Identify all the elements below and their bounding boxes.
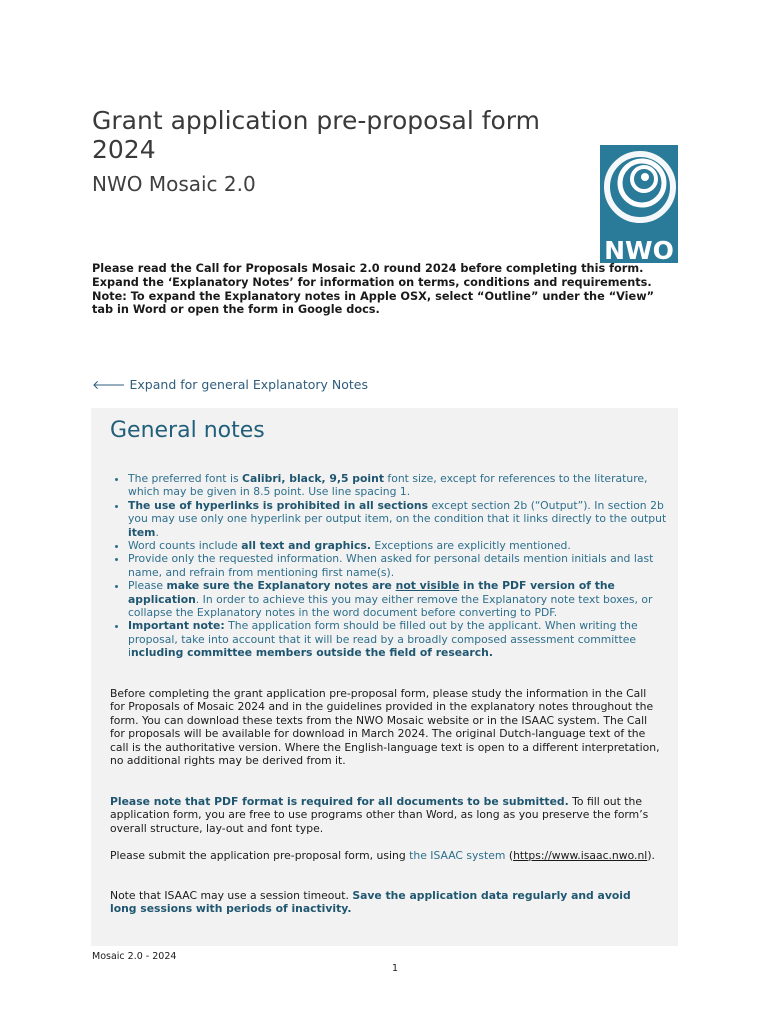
bullet-emphasis: The use of hyperlinks is prohibited in all sections bbox=[128, 498, 429, 512]
page-subtitle: NWO Mosaic 2.0 bbox=[92, 172, 256, 196]
bullet-important-note bbox=[128, 619, 678, 659]
isaac-system-link[interactable]: the ISAAC system bbox=[409, 849, 506, 862]
bullet-emphasis: in the PDF version of the application bbox=[128, 579, 615, 606]
bullet-word-counts bbox=[128, 539, 678, 552]
intro-instructions bbox=[92, 262, 672, 317]
footer-document-label: Mosaic 2.0 - 2024 bbox=[92, 951, 177, 962]
bullet-text: except section 2b (“Output”). In section 2b you may use only one hyperlink per output item, on the condition that it links directly to the output bbox=[128, 498, 667, 526]
bullet-text: Provide only the requested information. When asked for personal details mention initials and last name, and refrain from mentioning first name(s). bbox=[128, 552, 654, 579]
bullet-font bbox=[128, 472, 678, 499]
bullet-emphasis: Important note: bbox=[128, 619, 225, 633]
paragraph-text: To fill out the application form, you are free to use programs other than Word, as long as you preserve the form’s overall structure, lay-out and font type. bbox=[110, 795, 649, 835]
bullet-emphasis: make sure the Explanatory notes are bbox=[166, 579, 396, 593]
bullet-emphasis: all text and graphics. bbox=[241, 539, 371, 553]
isaac-url-link[interactable]: https://www.isaac.nwo.nl bbox=[513, 849, 648, 862]
expand-explanatory-notes-link[interactable] bbox=[92, 377, 368, 393]
bullet-emphasis: ncluding committee members outside the field of research. bbox=[131, 646, 493, 660]
bullet-text: . bbox=[155, 525, 159, 539]
bullet-emphasis: item bbox=[128, 525, 156, 539]
notes-title: General notes bbox=[110, 418, 265, 443]
paragraph-text: ). bbox=[647, 849, 655, 862]
paragraph-before-completing: Before completing the grant application pre-proposal form, please study the information in the Call for Proposals of Mosaic 2024 and in the guidelines provided in the explanatory notes throughout the form. You can download these texts from the NWO Mosaic website or in the ISAAC system. The Call for proposals will be available for download in March 2024. The original Dutch-language text of the call is the authoritative version. Where the English-language text is open to a different interpretation, no additional rights may be derived from it. bbox=[110, 687, 660, 768]
logo-text: NWO bbox=[604, 236, 674, 263]
bullet-emphasis: Calibri, black, 9,5 point bbox=[242, 472, 384, 485]
intro-line-1: Please read the Call for Proposals Mosaic 2.0 round 2024 before completing this form. bbox=[92, 262, 644, 275]
bullet-hyperlinks bbox=[128, 499, 678, 539]
notes-bullet-list bbox=[110, 472, 678, 660]
bullet-text: Exceptions are explicitly mentioned. bbox=[370, 539, 571, 553]
bullet-text: Word counts include bbox=[128, 539, 242, 553]
paragraph-session-timeout bbox=[110, 889, 660, 916]
bullet-text: The preferred font is bbox=[128, 472, 243, 485]
paragraph-text: Note that ISAAC may use a session timeout. bbox=[110, 889, 353, 902]
page-title: Grant application pre-proposal form 2024 bbox=[92, 106, 540, 164]
intro-line-3: Note: To expand the Explanatory notes in Apple OSX, select “Outline” under the “View” tab in Word or open the form in Google docs. bbox=[92, 289, 655, 317]
bullet-emphasis-underlined: not visible bbox=[395, 579, 460, 593]
bullet-text: font size, except for references to the literature, which may be given in 8.5 point. Use line spacing 1. bbox=[128, 472, 648, 499]
pdf-requirement-emphasis: Please note that PDF format is required for all documents to be submitted. bbox=[110, 795, 569, 808]
paragraph-pdf-format bbox=[110, 795, 660, 835]
nwo-logo bbox=[600, 145, 678, 263]
paragraph-text: Please submit the application pre-proposal form, using bbox=[110, 849, 410, 862]
explanatory-notes-box bbox=[91, 408, 678, 946]
arrow-left-icon: 🡐 bbox=[92, 377, 126, 392]
bullet-text: . In order to achieve this you may either remove the Explanatory note text boxes, or collapse the Explanatory notes in the word document before converting to PDF. bbox=[128, 592, 653, 620]
bullet-notes-visibility bbox=[128, 579, 678, 619]
paragraph-text: ( bbox=[505, 849, 514, 862]
bullet-text: The application form should be filled out by the applicant. When writing the proposal, take into account that it will be read by a broadly composed assessment committee i bbox=[128, 619, 638, 660]
bullet-text: Please bbox=[128, 579, 167, 593]
bullet-requested-info bbox=[128, 552, 678, 579]
page-number: 1 bbox=[392, 963, 399, 974]
save-data-emphasis: Save the application data regularly and avoid long sessions with periods of inactivity. bbox=[110, 889, 631, 916]
paragraph-submit bbox=[110, 849, 660, 862]
intro-line-2: Expand the ‘Explanatory Notes’ for information on terms, conditions and requirements. bbox=[92, 275, 652, 289]
expand-link-label: Expand for general Explanatory Notes bbox=[129, 377, 368, 392]
